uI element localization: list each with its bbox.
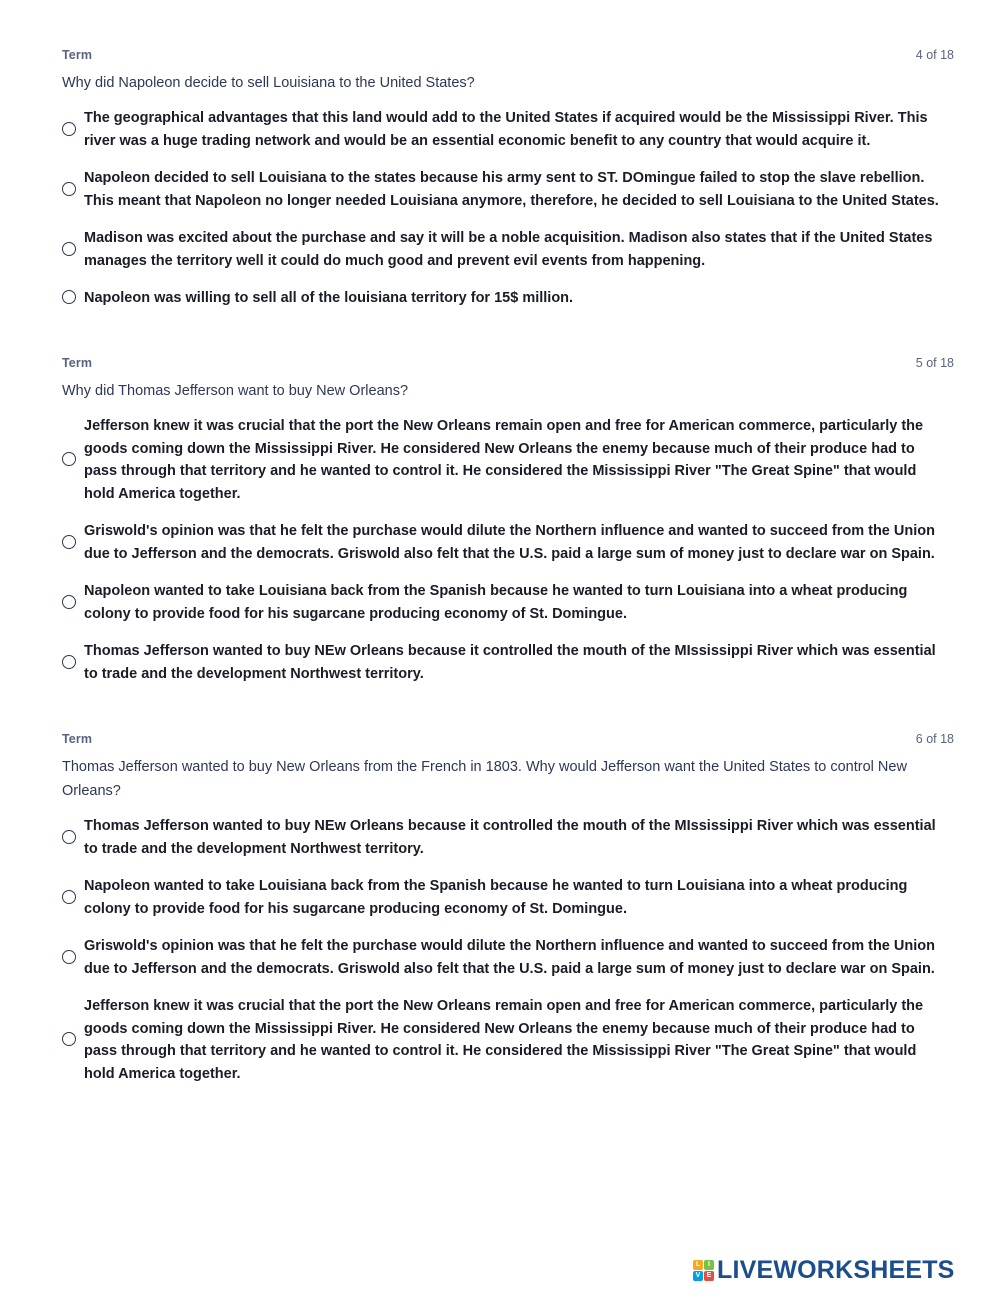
answer-option-text: Thomas Jefferson wanted to buy NEw Orleans because it controlled the mouth of the MIssissippi River which was essential to trade and the development Northwest territory.: [84, 643, 936, 682]
logo-tile: E: [704, 1271, 714, 1281]
answer-options: [62, 815, 954, 1085]
question-text: Why did Thomas Jefferson want to buy New Orleans?: [62, 383, 409, 399]
question-header: [62, 356, 954, 376]
answer-option[interactable]: [62, 107, 954, 152]
question-text: Why did Napoleon decide to sell Louisiana to the United States?: [62, 75, 475, 91]
answer-option-text: Thomas Jefferson wanted to buy NEw Orleans because it controlled the mouth of the MIssissippi River which was essential to trade and the development Northwest territory.: [84, 818, 936, 857]
answer-option-text: Madison was excited about the purchase and say it will be a noble acquisition. Madison also states that if the United States manages the territory well it could do much good and prevent evil events from happening.: [84, 230, 933, 269]
answer-option-text: Napoleon decided to sell Louisiana to the states because his army sent to ST. DOmingue failed to stop the slave rebellion. This meant that Napoleon no longer needed Louisiana anymore, therefore, he decided to sell Louisiana to the United States.: [84, 170, 939, 209]
answer-option[interactable]: [62, 640, 954, 685]
answer-option[interactable]: [62, 167, 954, 212]
answer-option[interactable]: [62, 580, 954, 625]
question-counter: 5 of 18: [915, 356, 954, 370]
question-text: Thomas Jefferson wanted to buy New Orleans from the French in 1803. Why would Jefferson want the United States to control New Orleans?: [62, 759, 907, 799]
answer-option[interactable]: [62, 995, 954, 1085]
question-block: [62, 356, 954, 700]
radio-button[interactable]: [62, 535, 76, 549]
answer-option[interactable]: [62, 935, 954, 980]
term-label: Term: [62, 356, 93, 370]
question-header: [62, 48, 954, 68]
answer-option-text: Griswold's opinion was that he felt the purchase would dilute the Northern influence and wanted to succeed from the Union due to Jefferson and the democrats. Griswold also felt that the U.S. paid a large sum of money just to declare war on Spain.: [84, 938, 935, 977]
answer-option[interactable]: [62, 287, 954, 310]
radio-button[interactable]: [62, 452, 76, 466]
answer-option-text: Napoleon was willing to sell all of the louisiana territory for 15$ million.: [84, 290, 574, 306]
radio-button[interactable]: [62, 595, 76, 609]
term-label: Term: [62, 732, 93, 746]
answer-option[interactable]: [62, 520, 954, 565]
logo-tile: I: [704, 1260, 714, 1270]
radio-button[interactable]: [62, 290, 76, 304]
radio-button[interactable]: [62, 950, 76, 964]
radio-button[interactable]: [62, 182, 76, 196]
answer-option-text: Jefferson knew it was crucial that the port the New Orleans remain open and free for American commerce, particularly the goods coming down the Mississippi River. He considered New Orleans the enemy because much of their produce had to pass through that territory and he wanted to control it. He considered the Mississippi River "The Great Spine" that would hold America together.: [84, 418, 924, 502]
question-header: [62, 732, 954, 752]
radio-button[interactable]: [62, 122, 76, 136]
logo-mark-icon: [693, 1260, 714, 1281]
answer-option[interactable]: [62, 815, 954, 860]
answer-option-text: The geographical advantages that this land would add to the United States if acquired would be the Mississippi River. This river was a huge trading network and would be an essential economic benefit to any country that would acquire it.: [84, 110, 928, 149]
radio-button[interactable]: [62, 830, 76, 844]
question-block: [62, 48, 954, 325]
radio-button[interactable]: [62, 655, 76, 669]
radio-button[interactable]: [62, 242, 76, 256]
logo-tile: V: [693, 1271, 703, 1281]
logo-tile: L: [693, 1260, 703, 1270]
question-counter: 6 of 18: [915, 732, 954, 746]
answer-options: [62, 415, 954, 685]
answer-option-text: Napoleon wanted to take Louisiana back from the Spanish because he wanted to turn Louisiana into a wheat producing colony to provide food for his sugarcane producing economy of St. Domingue.: [84, 878, 908, 917]
question-block: [62, 732, 954, 1100]
answer-options: [62, 107, 954, 310]
term-label: Term: [62, 48, 93, 62]
answer-option[interactable]: [62, 875, 954, 920]
answer-option-text: Jefferson knew it was crucial that the port the New Orleans remain open and free for American commerce, particularly the goods coming down the Mississippi River. He considered New Orleans the enemy because much of their produce had to pass through that territory and he wanted to control it. He considered the Mississippi River "The Great Spine" that would hold America together.: [84, 998, 924, 1082]
answer-option-text: Griswold's opinion was that he felt the purchase would dilute the Northern influence and wanted to succeed from the Union due to Jefferson and the democrats. Griswold also felt that the U.S. paid a large sum of money just to declare war on Spain.: [84, 523, 935, 562]
answer-option[interactable]: [62, 227, 954, 272]
radio-button[interactable]: [62, 1032, 76, 1046]
liveworksheets-logo: [693, 1255, 955, 1285]
answer-option[interactable]: [62, 415, 954, 505]
radio-button[interactable]: [62, 890, 76, 904]
logo-text: LIVEWORKSHEETS: [717, 1255, 955, 1284]
question-counter: 4 of 18: [915, 48, 954, 62]
answer-option-text: Napoleon wanted to take Louisiana back from the Spanish because he wanted to turn Louisiana into a wheat producing colony to provide food for his sugarcane producing economy of St. Domingue.: [84, 583, 908, 622]
